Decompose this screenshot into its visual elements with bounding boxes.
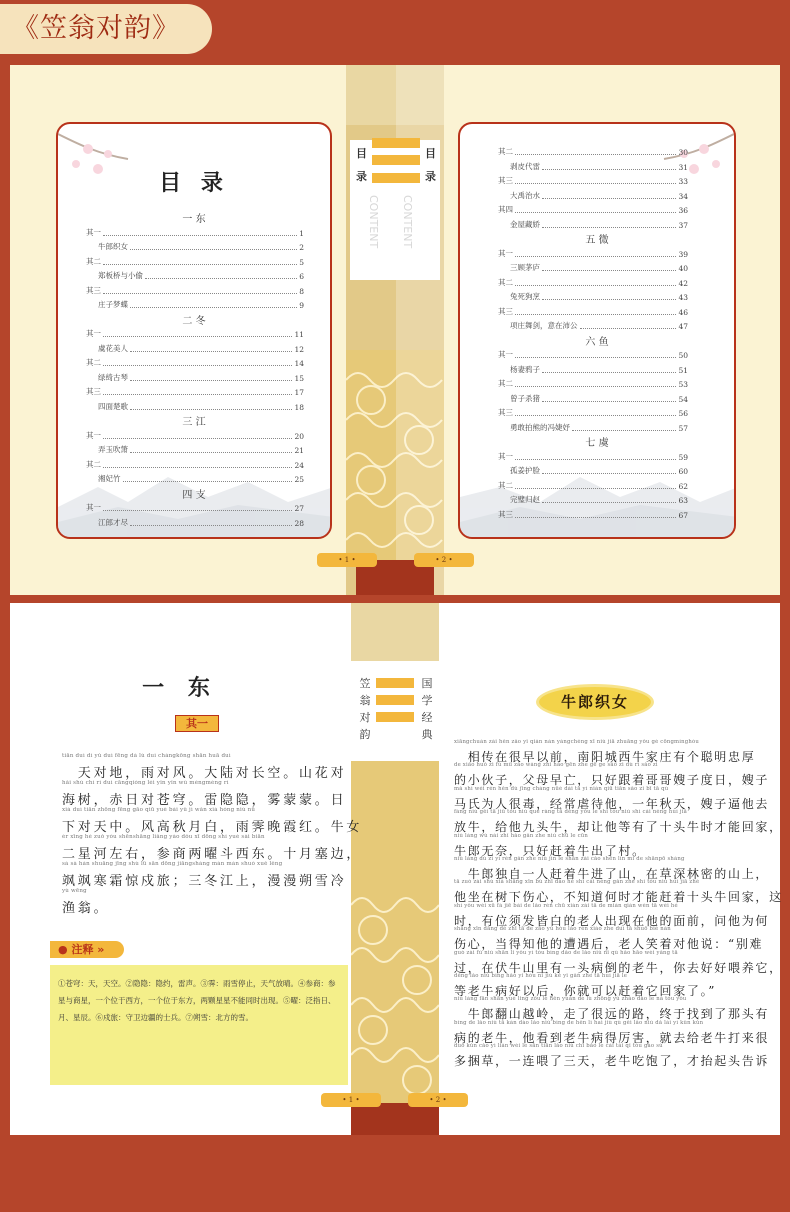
toc-verse-entry[interactable]	[86, 285, 304, 296]
toc-story-entry[interactable]	[510, 291, 688, 302]
story-line	[454, 903, 780, 929]
toc-entry-label: 其一	[86, 430, 101, 440]
toc-verse-entry[interactable]	[498, 277, 688, 288]
toc-verse-entry[interactable]	[86, 459, 304, 470]
pinyin: niú láng wú nài zhǐ hǎo gǎn zhe niú chū le cūn	[454, 832, 588, 839]
toc-page-number: 20	[294, 431, 304, 441]
toc-story-entry[interactable]	[98, 343, 304, 354]
pinyin: děng lǎo niú bìng hǎo yǐ hòu nǐ jiù kě yǐ gǎn zhe tā huí jiā le	[454, 973, 628, 979]
leader-dots	[542, 401, 676, 402]
leader-dots	[103, 235, 297, 236]
spine-char: 对	[359, 711, 371, 724]
toc-verse-entry[interactable]	[86, 430, 304, 441]
spine-char: 翁	[359, 694, 371, 707]
toc-page-number: 33	[678, 177, 688, 186]
leader-dots	[130, 351, 292, 352]
toc-entry-label: 其二	[86, 459, 101, 469]
pinyin: niú láng fān shān yuè lǐng zǒu le hěn yuǎn de lù zhōng yú zhǎo dào le nà tóu yǒu	[454, 996, 687, 1003]
toc-page-number: 63	[678, 496, 688, 505]
toc-page-number: 59	[678, 452, 688, 462]
leader-dots	[572, 430, 676, 431]
toc-section-heading: 四 支	[182, 489, 206, 501]
toc-section-heading: 三 江	[182, 417, 206, 428]
toc-story-entry[interactable]	[510, 393, 688, 404]
toc-verse-entry[interactable]	[498, 349, 688, 360]
story-line	[454, 879, 783, 905]
toc-section-heading: 七 虞	[585, 438, 609, 449]
verse-text: 天对地，雨对风。大陆对长空。山花对	[62, 766, 347, 781]
leader-dots	[103, 365, 292, 366]
toc-page-number: 17	[294, 388, 304, 397]
toc-page-number: 9	[299, 301, 304, 310]
toc-page-number: 67	[678, 510, 688, 520]
toc-page-number: 30	[678, 148, 688, 157]
toc-entry-label: 其二	[498, 277, 513, 287]
leader-dots	[515, 517, 676, 518]
toc-story-entry[interactable]	[98, 299, 304, 310]
spine-char: 目	[425, 147, 436, 160]
toc-page-number: 12	[294, 344, 304, 354]
toc-entry-label: 孤姜护脸	[510, 466, 540, 475]
spine-char: 录	[356, 170, 367, 183]
page-number: • 1 •	[321, 1093, 381, 1107]
spine-char: 学	[421, 694, 433, 707]
story-line	[454, 809, 783, 835]
spine-char: 韵	[359, 728, 371, 741]
toc-verse-entry[interactable]	[86, 256, 304, 267]
pinyin: de xiǎo huǒ zi fù mǔ zǎo wáng zhǐ hǎo gēn zhe gē ge sǎo zi dù rì sǎo zi	[454, 762, 658, 769]
leader-dots	[542, 502, 676, 503]
toc-entry-label: 三顾茅庐	[510, 263, 540, 272]
toc-page-number: 57	[678, 423, 688, 433]
toc-story-entry[interactable]	[510, 320, 688, 331]
leader-dots	[515, 314, 676, 315]
toc-verse-entry[interactable]	[86, 328, 304, 339]
toc-entry-label: 虞花美人	[98, 343, 128, 353]
toc-page-number: 8	[299, 286, 304, 296]
toc-story-entry[interactable]	[510, 219, 688, 230]
toc-section-heading: 二 冬	[182, 315, 206, 327]
bullet-icon: ●	[58, 943, 68, 956]
pinyin: sà sà hán shuāng jīng shù lǚ sān dōng jiāngshàng màn màn shuò xuě lěng	[62, 861, 283, 867]
leader-dots	[145, 278, 297, 279]
toc-story-entry[interactable]	[510, 465, 688, 476]
toc-page-number: 6	[299, 272, 304, 281]
toc-entry-label: 勇敢拍熊的冯婕妤	[510, 422, 570, 432]
leader-dots	[123, 481, 293, 482]
toc-entry-label: 江郎才尽	[98, 517, 128, 527]
toc-page-number: 62	[678, 481, 688, 491]
toc-page-number: 34	[678, 191, 688, 201]
toc-page-number: 42	[678, 278, 688, 288]
notes-box: ①苍穹：天，天空。②隐隐：隐约，雷声。③霁：雨雪停止，天气放晴。④参商：参星与商星，一个位于西方，一个位于东方，两颗星星不能同时出现。⑤曜：泛指日、月、星辰。⑥戍旅：守卫边疆的士兵。⑦朔雪：北方的雪。	[50, 965, 348, 1085]
leader-dots	[515, 285, 676, 286]
leader-dots	[542, 473, 676, 474]
story-text: 他坐在树下伤心，不知道何时才能赶着十头牛回家，这	[454, 890, 783, 905]
toc-entry-label: 牛郎织女	[98, 242, 128, 251]
toc-entry-label: 庄子梦蝶	[98, 300, 128, 309]
toc-story-entry[interactable]	[98, 517, 304, 528]
leader-dots	[515, 386, 676, 387]
pinyin: yú wēng	[62, 888, 87, 894]
toc-story-entry[interactable]	[510, 161, 688, 172]
toc-verse-entry[interactable]	[498, 248, 688, 259]
toc-page-number: 51	[678, 365, 688, 375]
toc-section-heading: 一 东	[182, 214, 206, 225]
poem-line	[62, 780, 358, 806]
leader-dots	[515, 256, 676, 257]
notes-label-text: 注释	[71, 943, 94, 956]
toc-verse-entry[interactable]	[498, 451, 688, 462]
section-title: 一 东	[142, 675, 218, 701]
toc-section-heading: 五 微	[585, 235, 609, 246]
toc-entry-label: 四面楚歌	[98, 401, 128, 411]
poem-line	[62, 753, 358, 779]
leader-dots	[542, 198, 676, 199]
toc-verse-entry[interactable]	[86, 386, 304, 397]
toc-entry-label: 湘妃竹	[98, 474, 121, 483]
toc-page-number: 43	[678, 293, 688, 302]
toc-entry-label: 绿绮古琴	[98, 372, 128, 382]
toc-page-number: 50	[678, 351, 688, 360]
pinyin: shāng xīn dāng dé zhī tā de zāo yù hòu lǎo rén xiào zhe duì tā shuō bié nán	[454, 926, 671, 933]
story-text: 放牛，给他九头牛，却让他等有了十头牛时才能回家，	[454, 820, 783, 835]
leader-dots	[580, 328, 677, 329]
story-line	[454, 996, 780, 1022]
verse-text: 海树，赤日对苍穹。雷隐隐，雾蒙蒙。日	[62, 793, 347, 808]
story-title: 牛郎织女	[539, 687, 651, 717]
toc-page-number: 53	[678, 380, 688, 389]
pinyin: tiān duì dì yǔ duì fēng dà lù duì chángkōng shān huā duì	[62, 753, 231, 759]
poem-line	[62, 888, 358, 914]
toc-story-entry[interactable]	[510, 422, 688, 433]
toc-page-number: 56	[678, 409, 688, 418]
story-line	[454, 926, 780, 952]
verse-text: 飒飒寒霜惊戍旅；三冬江上，漫漫朔雪冷	[62, 874, 347, 889]
story-text: 过，在伏牛山里有一头病倒的老牛，你去好好喂养它，	[454, 960, 783, 975]
poem-line	[62, 834, 363, 862]
leader-dots	[515, 459, 676, 460]
spine-char: 录	[425, 170, 436, 183]
toc-verse-entry[interactable]	[498, 146, 688, 157]
toc-entry-label: 其二	[86, 358, 101, 367]
toc-entry-label: 其二	[86, 256, 101, 266]
spine-en-label: CONTENT	[367, 195, 380, 249]
toc-verse-entry[interactable]	[498, 204, 688, 215]
story-text: 的小伙子，父母早亡，只好跟着哥哥嫂子度日，嫂子	[454, 773, 770, 788]
toc-story-entry[interactable]	[98, 372, 304, 383]
toc-page-number: 40	[678, 264, 688, 273]
page-number: • 1 •	[317, 553, 377, 567]
leader-dots	[103, 394, 292, 395]
story-text: 多捆草，一连喂了三天，老牛吃饱了，才抬起头告诉	[454, 1054, 770, 1069]
pinyin: duō kǔn cǎo yì lián wèi le sān tiān lǎo niú chī bǎo le cái tái qǐ tóu gào sù	[454, 1043, 663, 1050]
story-text: 相传在很早以前，南阳城西牛家庄有个聪明忠厚	[454, 750, 756, 764]
toc-entry-label: 其四	[498, 205, 513, 214]
pinyin: mǎ shì wéi rén hěn dú jīng cháng nüè dài tā yì nián qiū tiān sǎo zi bī tā qù	[454, 785, 669, 792]
toc-story-entry[interactable]	[98, 473, 304, 484]
toc-entry-label: 其三	[498, 408, 513, 417]
leader-dots	[542, 299, 676, 300]
pinyin: fàng niú gěi tā jiǔ tóu niú què ràng tā děng yǒu le shí tóu niú shí cái néng huí jiā	[454, 809, 687, 816]
pinyin: bìng de lǎo niú tā kàn dào lǎo niú bìng de hěn lì hai jiù qù gěi lǎo niú dǎ lái yì kǔn kǔn	[454, 1019, 704, 1026]
toc-story-entry[interactable]	[98, 444, 304, 455]
story-text: 牛郎无奈，只好赶着牛出了村。	[454, 843, 646, 858]
leader-dots	[515, 212, 676, 213]
page-number: • 2 •	[408, 1093, 468, 1107]
toc-verse-entry[interactable]	[498, 306, 688, 317]
pinyin: niú láng dú zì yì rén gǎn zhe niú jìn le shān zài cǎo shēn lín mì de shānpō shàng	[454, 856, 685, 862]
toc-page-number: 18	[294, 402, 304, 412]
story-line	[454, 786, 780, 812]
pinyin: xiāngchuán zài hěn zǎo yǐ qián nán yángchéng xī niú jiā zhuāng yǒu gè cōngmínghòu	[454, 739, 699, 745]
spine-char: 笠	[359, 677, 371, 690]
pinyin: guò zài fú niú shān lǐ yǒu yì tóu bìng dǎo de lǎo niú nǐ qù hǎo hāo wèi yǎng tā	[454, 949, 678, 956]
story-line	[454, 739, 780, 765]
toc-entry-label: 其三	[86, 387, 101, 396]
toc-page-number: 36	[678, 206, 688, 215]
toc-verse-entry[interactable]	[498, 378, 688, 389]
toc-entry-label: 金屋藏娇	[510, 219, 540, 229]
toc-entry-label: 其三	[86, 285, 101, 295]
toc-entry-label: 其三	[498, 176, 513, 185]
poem-tag: 其一	[175, 715, 219, 732]
toc-story-entry[interactable]	[98, 270, 304, 281]
toc-entry-label: 其三	[498, 509, 513, 519]
leader-dots	[103, 336, 292, 337]
toc-page-number: 21	[294, 446, 304, 455]
toc-heading: 目 录	[159, 170, 229, 196]
toc-entry-label: 弄玉吹箫	[98, 445, 128, 454]
story-text: 等老牛病好以后，你就可以赶着它回家了。”	[454, 984, 717, 998]
leader-dots	[515, 357, 676, 358]
page-number: • 2 •	[414, 553, 474, 567]
notes-label	[50, 941, 124, 958]
toc-page-number: 60	[678, 467, 688, 476]
story-line	[454, 833, 780, 859]
story-line	[454, 762, 780, 788]
toc-story-entry[interactable]	[98, 401, 304, 412]
toc-page-number: 28	[294, 518, 304, 528]
toc-entry-label: 大禹治水	[510, 190, 540, 200]
toc-story-entry[interactable]	[98, 241, 304, 252]
pinyin: èr xīng hé zuǒ yòu shēnshāng liǎng yào dǒu xī dōng shí yuè sài biān	[62, 834, 265, 840]
toc-entry-label: 杨妻鸦子	[510, 364, 540, 374]
toc-page-number: 37	[678, 220, 688, 230]
leader-dots	[515, 183, 676, 184]
leader-dots	[515, 415, 676, 416]
toc-page-number: 2	[299, 243, 304, 252]
double-chevron-icon: »	[97, 943, 105, 956]
toc-page-number: 25	[294, 475, 304, 484]
toc-page-number: 15	[294, 373, 304, 383]
toc-page-number: 31	[678, 162, 688, 172]
poem-line	[62, 861, 358, 887]
leader-dots	[515, 154, 676, 155]
spine-char: 国	[421, 677, 433, 690]
toc-verse-entry[interactable]	[86, 357, 304, 368]
spine-en-label: CONTENT	[401, 195, 414, 249]
pinyin: shí yǒu wèi xū fà jiē bái de lǎo rén chū xiàn zài tā de miàn qián wèn tā wèi hé	[454, 902, 678, 909]
leader-dots	[130, 409, 292, 410]
story-line	[454, 1020, 780, 1046]
toc-entry-label: 其一	[498, 248, 513, 258]
toc-page-number: 5	[299, 257, 304, 267]
pinyin: tā zuò zài shù xià shāng xīn bù zhī dào hé shí cái néng gǎn zhe shí tóu niú huí jiā zhè	[454, 879, 700, 886]
toc-entry-label: 曾子杀猪	[510, 393, 540, 403]
toc-card-right	[458, 122, 736, 539]
story-line	[454, 1043, 780, 1069]
leader-dots	[103, 467, 292, 468]
story-text: 牛郎翻山越岭，走了很远的路，终于找到了那头有	[454, 1007, 770, 1022]
spine-char: 目	[356, 147, 367, 160]
story-text: 牛郎独自一人赶着牛进了山，在草深林密的山上，	[454, 867, 770, 881]
toc-page-number: 47	[678, 322, 688, 331]
poem-spread	[10, 603, 783, 1135]
toc-entry-label: 其一	[86, 503, 101, 512]
spine-band	[351, 1103, 439, 1135]
toc-story-entry[interactable]	[510, 190, 688, 201]
toc-entry-label: 其一	[86, 329, 101, 338]
toc-entry-label: 其二	[498, 480, 513, 490]
toc-entry-label: 其二	[498, 147, 513, 156]
toc-entry-label: 其一	[498, 350, 513, 359]
toc-entry-label: 其二	[498, 379, 513, 388]
toc-verse-entry[interactable]	[86, 502, 304, 513]
leader-dots	[130, 525, 292, 526]
story-text: 时，有位须发皆白的老人出现在他的面前，问他为何	[454, 913, 770, 928]
leader-dots	[542, 169, 676, 170]
pinyin: xià duì tiān zhōng fēng gāo qiū yuè bái yǔ jì wǎn xiá hóng niú nǚ	[62, 807, 256, 813]
story-line	[454, 856, 780, 882]
toc-page-number: 11	[294, 330, 304, 339]
toc-page-number: 54	[678, 394, 688, 404]
toc-spread	[10, 65, 780, 595]
story-text: 病的老牛，他看到老牛病得厉害，就去给老牛打来很	[454, 1030, 770, 1045]
toc-verse-entry[interactable]	[498, 509, 688, 520]
pinyin: hǎi shù chì rì duì cāngqióng léi yǐn yǐn wù méngméng rì	[62, 780, 229, 786]
toc-page-number: 14	[294, 359, 304, 368]
book-title: 《笠翁对韵》	[0, 4, 212, 54]
story-text: 马氏为人很毒，经常虐待他，一年秋天，嫂子逼他去	[454, 796, 770, 811]
toc-page-number: 46	[678, 307, 688, 317]
toc-page-number: 39	[678, 249, 688, 259]
spine-char: 经	[421, 711, 433, 724]
leader-dots	[103, 264, 297, 265]
leader-dots	[130, 380, 292, 381]
leader-dots	[103, 438, 292, 439]
verse-text: 下对天中。风高秋月白，雨霁晚霞红。牛女	[62, 820, 363, 835]
toc-verse-entry[interactable]	[498, 407, 688, 418]
poem-line	[62, 807, 363, 835]
leader-dots	[542, 372, 676, 373]
toc-story-entry[interactable]	[510, 364, 688, 375]
story-text: 伤心，当得知他的遭遇后，老人笑着对他说：“别难	[454, 937, 764, 952]
toc-entry-label: 郑板桥与小偷	[98, 271, 143, 280]
toc-entry-label: 其一	[498, 451, 513, 461]
toc-verse-entry[interactable]	[498, 480, 688, 491]
leader-dots	[542, 227, 676, 228]
story-line	[454, 973, 780, 999]
toc-entry-label: 项庄舞剑，意在沛公	[510, 321, 578, 330]
toc-entry-label: 其一	[86, 227, 101, 237]
leader-dots	[103, 293, 297, 294]
toc-page-number: 24	[294, 460, 304, 470]
toc-story-entry[interactable]	[510, 494, 688, 505]
story-line	[454, 949, 783, 976]
toc-entry-label: 剥皮代雷	[510, 161, 540, 171]
toc-section-heading: 六 鱼	[585, 336, 609, 348]
leader-dots	[515, 488, 676, 489]
toc-page-number: 1	[299, 228, 304, 238]
spine-char: 典	[421, 728, 433, 741]
toc-entry-label: 完璧归赵	[510, 495, 540, 504]
toc-page-number: 27	[294, 504, 304, 513]
verse-text: 渔翁。	[62, 901, 110, 916]
verse-text: 二星河左右，参商两曜斗西东。十月塞边，	[62, 847, 363, 862]
toc-card-left	[56, 122, 332, 539]
leader-dots	[130, 249, 297, 250]
leader-dots	[103, 510, 292, 511]
toc-verse-entry[interactable]	[498, 175, 688, 186]
toc-verse-entry[interactable]	[86, 227, 304, 238]
leader-dots	[542, 270, 676, 271]
toc-entry-label: 其三	[498, 306, 513, 316]
leader-dots	[130, 452, 292, 453]
leader-dots	[130, 307, 297, 308]
toc-story-entry[interactable]	[510, 262, 688, 273]
toc-entry-label: 兔死狗烹	[510, 292, 540, 301]
